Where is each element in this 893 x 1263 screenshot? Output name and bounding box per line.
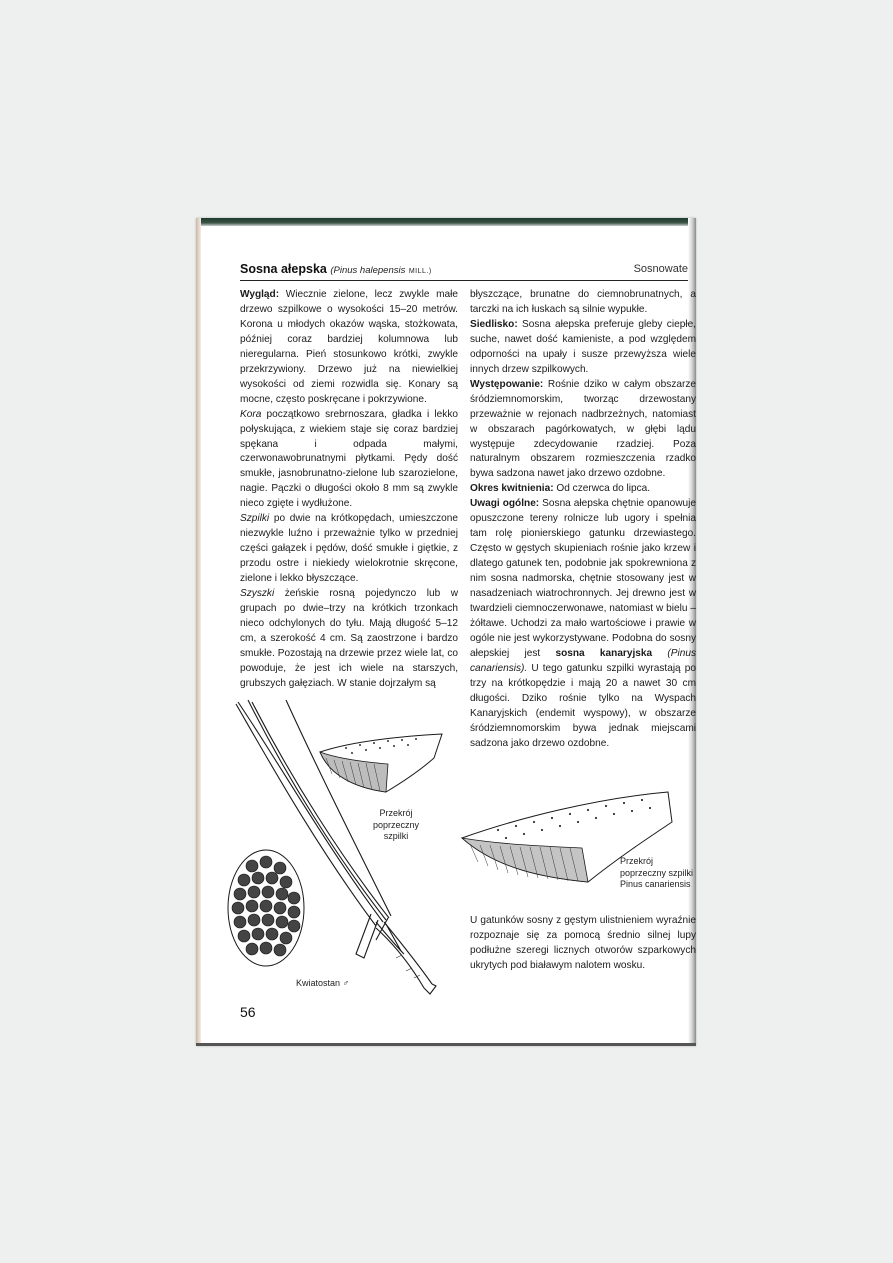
title-text: Sosna ałepska <box>240 262 327 276</box>
species-title <box>240 262 432 276</box>
author-abbrev: MILL.) <box>408 268 432 275</box>
needles-paragraph: Szpilki po dwie na krótkopędach, umieszczone niezwykle luźno i przeważnie tylko w przedniej części gałązek i pędów, dość smukłe i giętkie, z przodu ostre i niekiedy wielokrotnie skręcone, zielone i lekko błyszczące. <box>240 513 458 585</box>
left-column <box>240 288 458 692</box>
scan-left-edge <box>196 218 201 1046</box>
book-page <box>196 218 696 1046</box>
latin-name: (Pinus halepensis <box>330 265 406 276</box>
appearance-paragraph: Wygląd: Wiecznie zielone, lecz zwykle małe drzewo szpilkowe o wysokości 15–20 metrów. Korona u młodych okazów wąska, stożkowata, później coraz bardziej kolumnowa lub nieregularna. Pień stosunkowo krótki, zwykle przekrzywiony. Drzewo już na niewielkiej wysokości od ziemi rozwidla się. Konary są mocne, często poskręcane i pokrzywione. <box>240 289 458 405</box>
needle-section-label: Przekrój poprzeczny szpilki <box>372 808 420 841</box>
family-name: Sosnowate <box>633 263 688 275</box>
right-column <box>470 288 696 752</box>
running-head <box>240 260 688 281</box>
needle-cross-section-illustration <box>316 730 446 800</box>
bark-paragraph: Kora początkowo srebrnoszara, gładka i lekko połyskująca, z wiekiem staje się coraz bardziej spękana i odpada małymi, czerwonawobrunatnymi płytkami. Pędy dość smukłe, jasnobrunatno-zielone lub szarozielone, nagie. Pączki o długości około 8 mm są zwykle nieco zgięte i wydłużone. <box>240 408 458 510</box>
canary-pine-label: Przekrój poprzeczny szpilki Pinus canariensis <box>620 856 694 889</box>
habitat-paragraph: Siedlisko: Sosna ałepska preferuje gleby ciepłe, suche, nawet dość kamieniste, a pod względem odporności na upały i susze przewyższa wiele innych drzew szpilkowych. <box>470 318 696 375</box>
scan-bottom-edge <box>196 1043 696 1046</box>
cones-continued-paragraph: błyszczące, brunatne do ciemnobrunatnych, a tarczki na ich łuskach są silnie wypukłe. <box>470 289 696 315</box>
distribution-paragraph: Występowanie: Rośnie dziko w całym obszarze śródziemnomorskim, tworząc drzewostany przeważnie w rejonach nadbrzeżnych, natomiast w obszarach pagórkowatych, w głębi lądu występuje zdecydowanie rzadziej. Poza naturalnym obszarem rozmieszczenia rzadko bywa sadzona nawet jako drzewo ozdobne. <box>470 378 696 480</box>
cones-paragraph: Szyszki żeńskie rosną pojedynczo lub w grupach po dwie–trzy na krótkich trzonkach nieco odchylonych do tyłu. Mają długość 5–12 cm, a szerokość 4 cm. Są zaostrzone i bardzo smukłe. Pozostają na drzewie przez wiele lat, co powoduje, że jest ich wiele na starszych, grubszych gałęziach. W stanie dojrzałym są <box>240 588 458 689</box>
flowering-paragraph: Okres kwitnienia: Od czerwca do lipca. <box>470 483 651 495</box>
footnote-paragraph: U gatunków sosny z gęstym ulistnieniem wyraźnie rozpoznaje się za pomocą średnio silnej lupy podłużne szeregi licznych otworów szparkowych ukrytych pod białawym nalotem wosku. <box>470 915 696 971</box>
page-number: 56 <box>240 1004 256 1020</box>
male-flower-label: Kwiatostan ♂ <box>296 978 350 988</box>
scan-top-edge <box>196 218 696 226</box>
male-flower-illustration <box>224 846 309 971</box>
general-notes-paragraph: Uwagi ogólne: Sosna ałepska chętnie opanowuje opuszczone tereny rolnicze lub ugory i spełnia tam rolę pionierskiego gatunku drzewiastego. Często w gęstych skupieniach rośnie jako krzew i dlatego gatunek ten, podobnie jak spokrewniona z nim sosna nadmorska, chętnie stosowany jest w nasadzeniach wiatrochronnych. Jej drewno jest w twardzieli ciemnoczerwonawe, natomiast w bielu – żółtawe. Uchodzi za mało wartościowe i prawie w ogóle nie jest wykorzystywane. Podobna do sosny ałepskiej jest sosna kanaryjska (Pinus canariensis). U tego gatunku szpilki wyrastają po trzy na krótkopędzie i mają 20 a nawet 30 cm długości. Dziko rośnie tylko na Wyspach Kanaryjskich (endemit wyspowy), w obszarze śródziemnomorskim bywa jednak miejscami sadzona jako drzewo ozdobne. <box>470 498 696 749</box>
